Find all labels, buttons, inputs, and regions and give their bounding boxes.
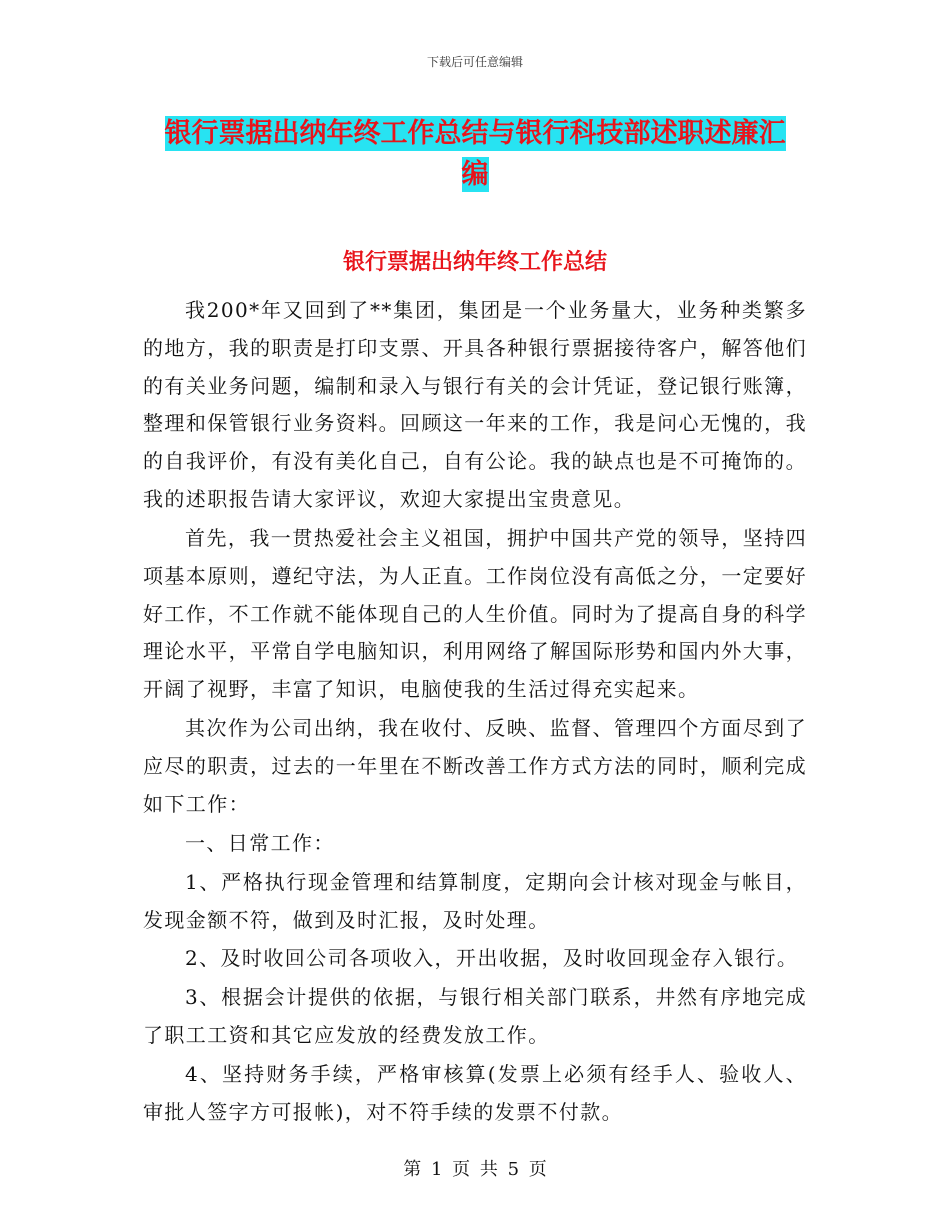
document-title-line-2 (143, 150, 807, 200)
paragraph: 4、坚持财务手续，严格审核算(发票上必须有经手人、验收人、审批人签字方可报帐)，对不符手续的发票不付款。 (143, 1062, 807, 1125)
document-title-text-2: 编 (461, 159, 489, 190)
paragraph: 3、根据会计提供的依据，与银行相关部门联系，井然有序地完成了职工工资和其它应发放的经费发放工作。 (143, 985, 807, 1048)
paragraph: 2、及时收回公司各项收入，开出收据，及时收回现金存入银行。 (185, 946, 799, 971)
paragraph: 其次作为公司出纳，我在收付、反映、监督、管理四个方面尽到了应尽的职责，过去的一年里在不断改善工作方式方法的同时，顺利完成如下工作： (143, 716, 807, 816)
page-number-footer: 第 1 页 共 5 页 (403, 1159, 547, 1180)
paragraph: 我200*年又回到了**集团，集团是一个业务量大，业务种类繁多的地方，我的职责是打印支票、开具各种银行票据接待客户，解答他们的有关业务问题，编制和录入与银行有关的会计凭证，登记银行账簿，整理和保管银行业务资料。回顾这一年来的工作，我是问心无愧的，我的自我评价，有没有美化自己，自有公论。我的缺点也是不可掩饰的。我的述职报告请大家评议，欢迎大家提出宝贵意见。 (143, 298, 807, 511)
document-title-text-1: 银行票据出纳年终工作总结与银行科技部述职述廉汇 (164, 118, 786, 149)
paragraph: 一、日常工作： (185, 830, 335, 855)
document-body (143, 292, 807, 1133)
section-title: 银行票据出纳年终工作总结 (342, 249, 607, 275)
header-note: 下载后可任意编辑 (426, 55, 523, 69)
paragraph: 1、严格执行现金管理和结算制度，定期向会计核对现金与帐目，发现金额不符，做到及时汇报，及时处理。 (143, 869, 807, 932)
paragraph: 首先，我一贯热爱社会主义祖国，拥护中国共产党的领导，坚持四项基本原则，遵纪守法，为人正直。工作岗位没有高低之分，一定要好好工作，不工作就不能体现自己的人生价值。同时为了提高自身的科学理论水平，平常自学电脑知识，利用网络了解国际形势和国内外大事，开阔了视野，丰富了知识，电脑使我的生活过得充实起来。 (143, 525, 807, 702)
